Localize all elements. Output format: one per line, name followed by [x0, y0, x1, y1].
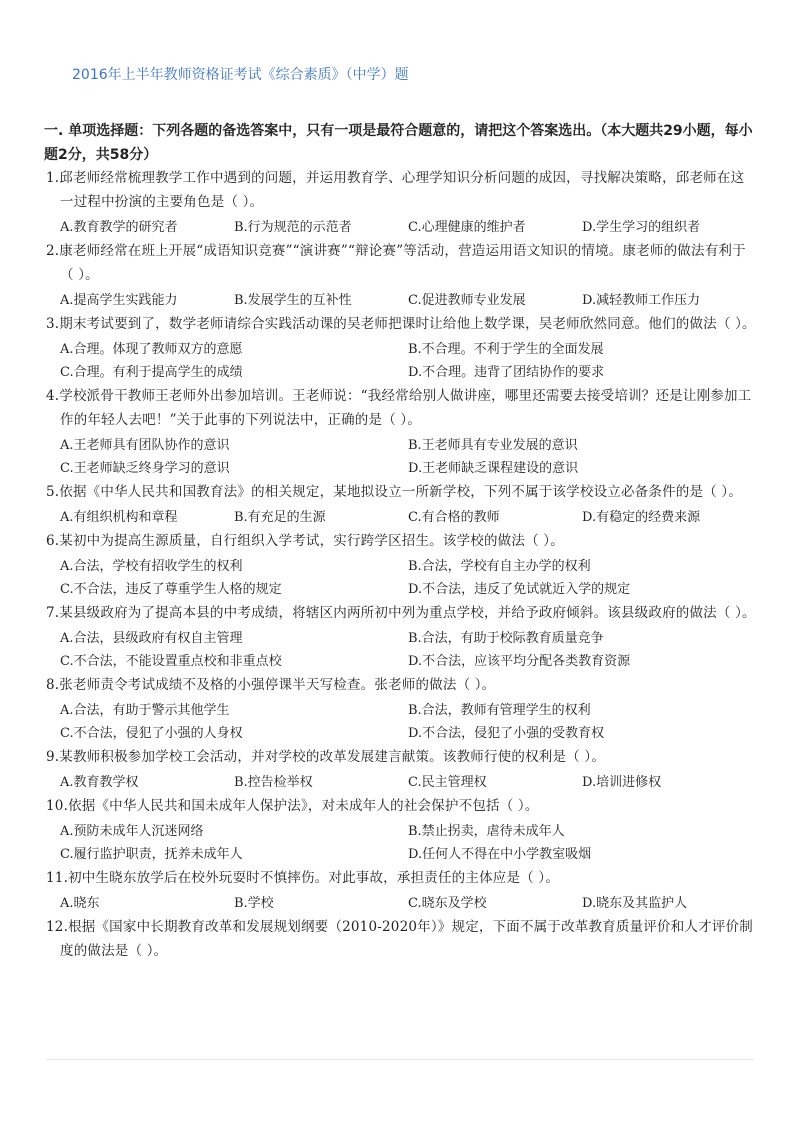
- option-d: D.王老师缺乏课程建设的意识: [408, 461, 579, 476]
- option-d: D.任何人不得在中小学教室吸烟: [408, 847, 592, 862]
- option-b: B.禁止拐卖，虐待未成年人: [408, 824, 565, 839]
- option-a: A.教育教学的研究者: [60, 220, 178, 235]
- section-heading: 一. 单项选择题：下列各题的备选答案中，只有一项是最符合题意的，请把这个答案选出。（本大题共29小题，每小题2分，共58分）: [44, 123, 753, 163]
- option-a: A.合法，学校有招收学生的权利: [60, 559, 243, 574]
- option-b: B.合法，教师有管理学生的权利: [408, 703, 591, 718]
- option-a: A.合法，县级政府有权自主管理: [60, 631, 243, 646]
- question-text: 3.期末考试要到了，数学老师请综合实践活动课的吴老师把课时让给他上数学课，吴老师欣然同意。他们的做法（ ）。: [46, 316, 756, 332]
- option-d: D.不合法，侵犯了小强的受教育权: [408, 726, 605, 741]
- option-b: B.王老师具有专业发展的意识: [408, 438, 578, 453]
- option-c: C.有合格的教师: [408, 510, 500, 525]
- question-8: [46, 673, 756, 745]
- question-2: [46, 239, 756, 312]
- question-text: 1.邱老师经常梳理教学工作中遇到的问题，并运用教育学、心理学知识分析问题的成因，寻找解决策略，邱老师在这一过程中扮演的主要角色是（ ）。: [46, 170, 745, 210]
- option-group: [46, 338, 756, 384]
- question-1: [46, 166, 756, 239]
- option-d: D.学生学习的组织者: [582, 220, 701, 235]
- option-group: [46, 289, 756, 312]
- option-c: C.不合法，侵犯了小强的人身权: [60, 726, 243, 741]
- option-b: B.学校: [234, 896, 274, 911]
- option-group: [46, 820, 756, 866]
- option-group: [46, 892, 756, 915]
- option-b: B.行为规范的示范者: [234, 220, 352, 235]
- question-text: 8.张老师责令考试成绩不及格的小强停课半天写检查。张老师的做法（ ）。: [46, 677, 496, 693]
- question-7: [46, 601, 756, 673]
- question-text: 6.某初中为提高生源质量，自行组织入学考试，实行跨学区招生。该学校的做法（ ）。: [46, 533, 564, 549]
- option-a: A.提高学生实践能力: [60, 293, 178, 308]
- question-9: [46, 745, 756, 794]
- option-b: B.合法，有助于校际教育质量竞争: [408, 631, 604, 646]
- option-c: C.不合法，违反了尊重学生人格的规定: [60, 582, 282, 597]
- page-title: 2016年上半年教师资格证考试《综合素质》（中学）题: [72, 67, 409, 83]
- question-5: [46, 480, 756, 529]
- option-c: C.王老师缺乏终身学习的意识: [60, 461, 230, 476]
- option-a: A.晓东: [60, 896, 100, 911]
- option-group: [46, 434, 756, 480]
- option-a: A.教育教学权: [60, 775, 139, 790]
- option-group: [46, 506, 756, 529]
- option-c: C.心理健康的维护者: [408, 220, 526, 235]
- option-group: [46, 216, 756, 239]
- option-a: A.预防未成年人沉迷网络: [60, 824, 204, 839]
- option-group: [46, 771, 756, 794]
- question-10: [46, 794, 756, 866]
- question-text: 11.初中生晓东放学后在校外玩耍时不慎摔伤。对此事故，承担责任的主体应是（ ）。: [46, 870, 560, 886]
- question-12: [46, 915, 756, 963]
- option-b: B.不合理。不利于学生的全面发展: [408, 342, 604, 357]
- question-11: [46, 866, 756, 915]
- question-4: [46, 384, 756, 480]
- option-group: [46, 627, 756, 673]
- option-group: [46, 699, 756, 745]
- question-text: 5.依据《中华人民共和国教育法》的相关规定，某地拟设立一所新学校，下列不属于该学校设立必备条件的是（ ）。: [46, 484, 743, 500]
- question-text: 7.某县级政府为了提高本县的中考成绩，将辖区内两所初中列为重点学校，并给予政府倾斜。该县级政府的做法（ ）。: [46, 605, 756, 621]
- option-b: B.控告检举权: [234, 775, 313, 790]
- question-list: [46, 166, 756, 963]
- option-d: D.培训进修权: [582, 775, 662, 790]
- question-3: [46, 312, 756, 384]
- option-c: C.不合法，不能设置重点校和非重点校: [60, 654, 282, 669]
- question-text: 9.某教师积极参加学校工会活动，并对学校的改革发展建言献策。该教师行使的权利是（ ）。: [46, 749, 606, 765]
- question-6: [46, 529, 756, 601]
- option-b: B.发展学生的互补性: [234, 293, 352, 308]
- question-text: 10.依据《中华人民共和国未成年人保护法》，对未成年人的社会保护不包括（ ）。: [46, 798, 539, 814]
- option-b: B.合法，学校有自主办学的权利: [408, 559, 591, 574]
- option-c: C.履行监护职责，抚养未成年人: [60, 847, 243, 862]
- question-text: 12.根据《国家中长期教育改革和发展规划纲要（2010-2020年）》规定，下面不属于改革教育质量评价和人才评价制度的做法是（ ）。: [46, 919, 753, 959]
- option-b: B.有充足的生源: [234, 510, 326, 525]
- question-text: 4.学校派骨干教师王老师外出参加培训。王老师说：“我经常给别人做讲座，哪里还需要去接受培训？还是让刚参加工作的年轻人去吧！”关于此事的下列说法中，正确的是（ ）。: [46, 388, 752, 428]
- option-d: D.不合法，应该平均分配各类教育资源: [408, 654, 631, 669]
- option-a: A.王老师具有团队协作的意识: [60, 438, 230, 453]
- option-a: A.合理。体现了教师双方的意愿: [60, 342, 243, 357]
- option-d: D.晓东及其监护人: [582, 896, 688, 911]
- question-text: 2.康老师经常在班上开展“成语知识竞赛”“演讲赛”“辩论赛”等活动，营造运用语文知识的情境。康老师的做法有利于（ ）。: [46, 243, 746, 283]
- option-c: C.合理。有利于提高学生的成绩: [60, 365, 243, 380]
- option-d: D.减轻教师工作压力: [582, 293, 701, 308]
- option-a: A.合法，有助于警示其他学生: [60, 703, 230, 718]
- footer-divider: [46, 1059, 754, 1060]
- option-d: D.不合理。违背了团结协作的要求: [408, 365, 605, 380]
- option-a: A.有组织机构和章程: [60, 510, 178, 525]
- option-c: C.民主管理权: [408, 775, 487, 790]
- option-c: C.促进教师专业发展: [408, 293, 526, 308]
- option-c: C.晓东及学校: [408, 896, 487, 911]
- option-d: D.有稳定的经费来源: [582, 510, 701, 525]
- option-group: [46, 555, 756, 601]
- option-d: D.不合法，违反了免试就近入学的规定: [408, 582, 631, 597]
